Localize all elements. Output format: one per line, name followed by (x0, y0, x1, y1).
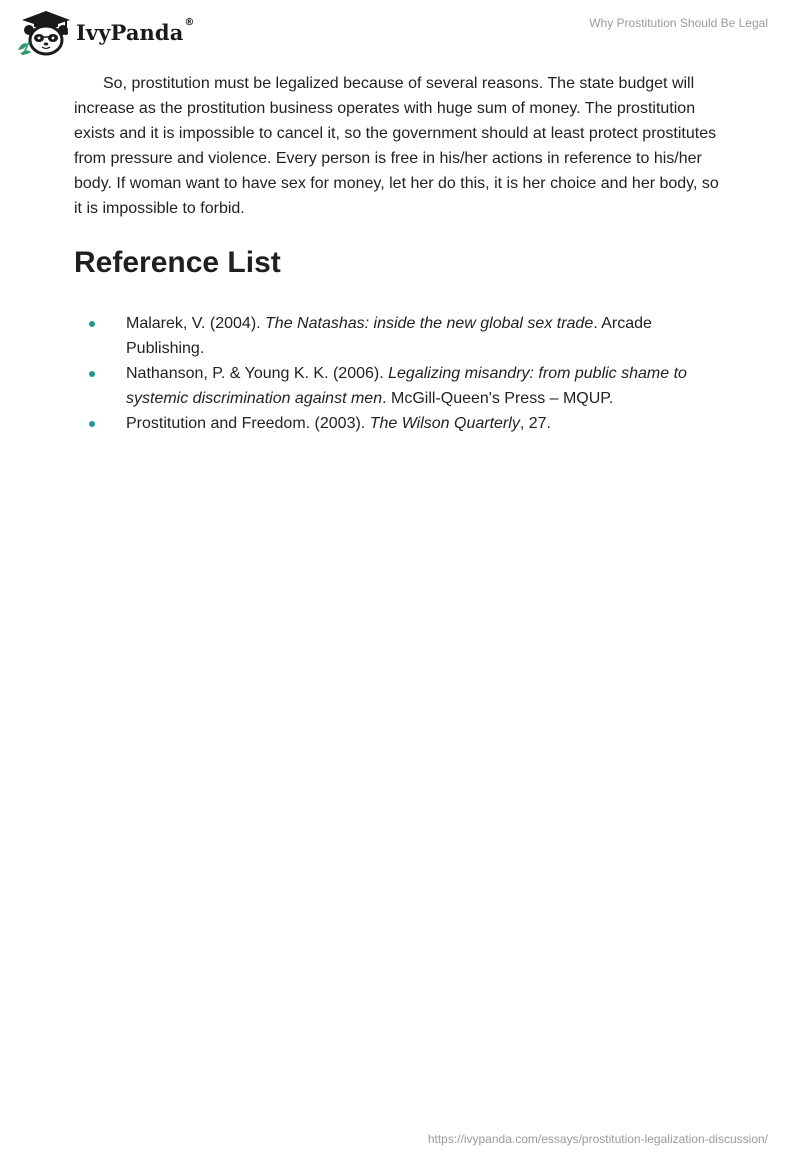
reference-list (74, 311, 726, 436)
logo-text: IvyPanda (76, 19, 184, 45)
document-body (74, 71, 726, 436)
reference-publisher: . Arcade Publishing. (126, 315, 652, 357)
registered-mark: ® (184, 16, 195, 28)
source-url-link[interactable]: https://ivypanda.com/essays/prostitution-legalization-discussion/ (427, 1132, 768, 1146)
bullet-icon (89, 371, 95, 377)
conclusion-paragraph: So, prostitution must be legalized because of several reasons. The state budget will increase as the prostitution business operates with huge sum of money. The prostitution exists and it is impossible to cancel it, so the government should at least protect prostitutes from pressure and violence. Every person is free in his/her actions in reference to his/her body. If woman want to have sex for money, let her do this, it is her choice and her body, so it is impossible to forbid. (74, 75, 719, 217)
reference-item (74, 311, 726, 361)
bullet-icon (89, 421, 95, 427)
reference-item (74, 411, 726, 436)
reference-author-year: Malarek, V. (2004). (126, 315, 266, 332)
reference-publisher: . McGill-Queen's Press – MQUP. (382, 390, 614, 407)
reference-title: Legalizing misandry: from public shame to systemic discrimination against men (126, 365, 687, 407)
running-title: Why Prostitution Should Be Legal (589, 16, 768, 30)
reference-author-year: Nathanson, P. & Young K. K. (2006). (126, 365, 389, 382)
reference-title: The Natashas: inside the new global sex trade (265, 315, 594, 332)
reference-author-year: Prostitution and Freedom. (2003). (126, 415, 370, 432)
bullet-icon (89, 321, 95, 327)
panda-graduate-icon (14, 8, 74, 56)
ivypanda-logo[interactable] (14, 8, 195, 56)
page-header (0, 0, 800, 60)
reference-publisher: , 27. (519, 415, 551, 432)
reference-title: The Wilson Quarterly (369, 415, 520, 432)
logo-wordmark (76, 16, 195, 45)
reference-item (74, 361, 726, 411)
reference-list-heading: Reference List (74, 246, 281, 279)
